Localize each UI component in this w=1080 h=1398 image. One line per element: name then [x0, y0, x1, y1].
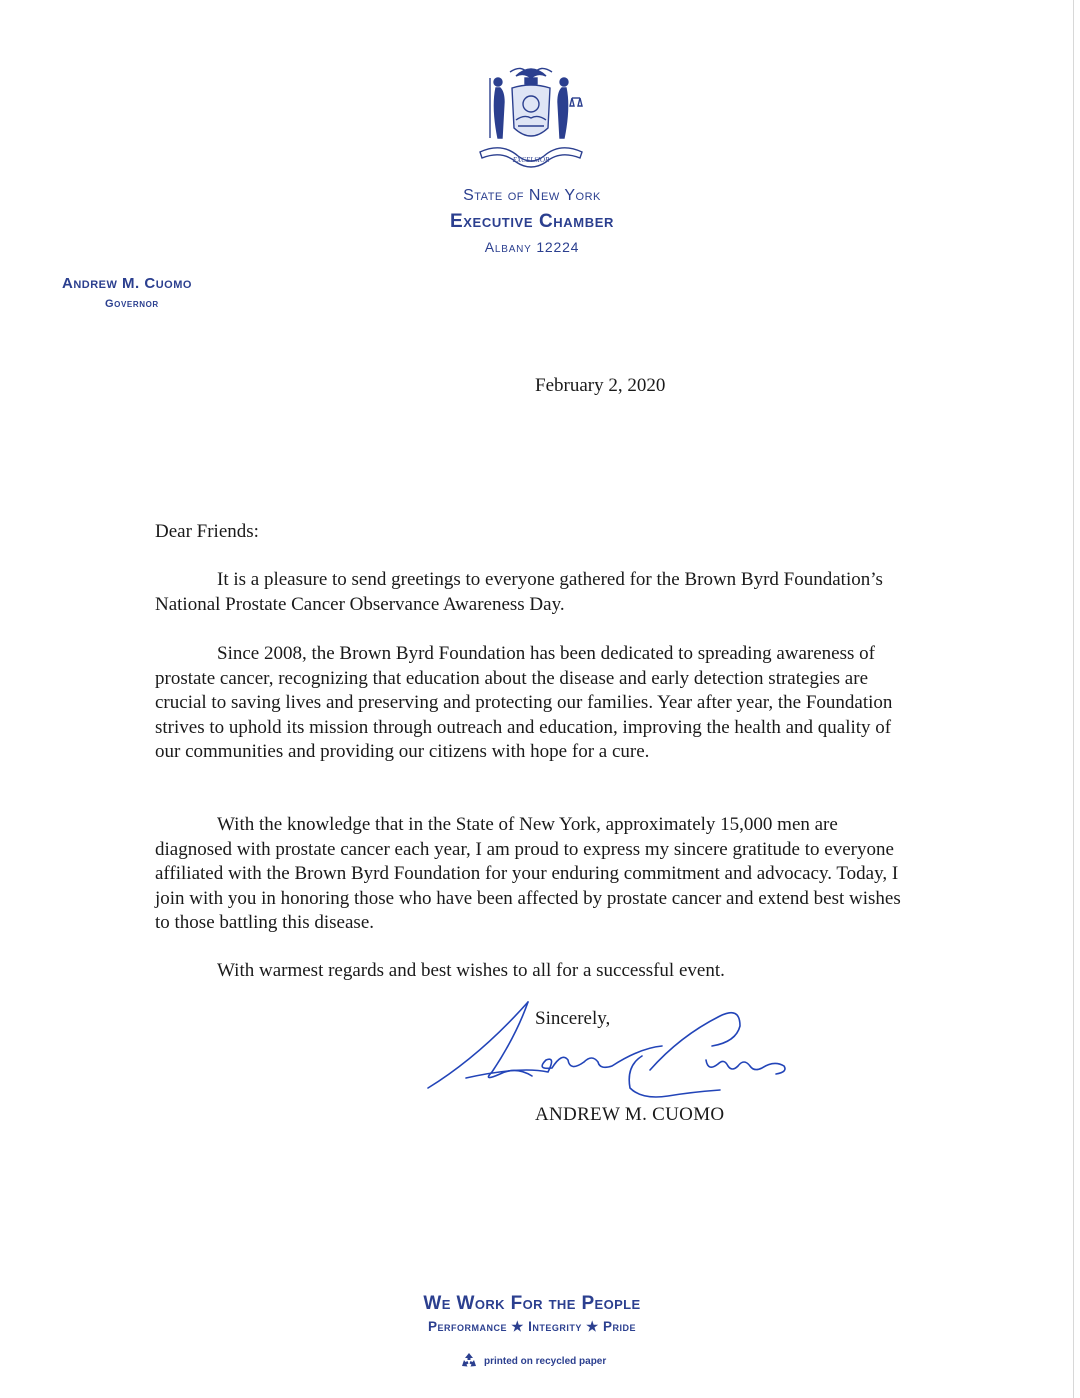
paragraph-regards: With warmest regards and best wishes to all for a successful event.	[217, 960, 725, 981]
letter-date: February 2, 2020	[535, 375, 666, 396]
salutation: Dear Friends:	[155, 521, 259, 542]
signature-icon	[420, 996, 800, 1112]
footer-values: Performance ★ Integrity ★ Pride	[428, 1319, 636, 1334]
letterhead-state: State of New York	[463, 187, 601, 204]
paragraph-foundation-mission: Since 2008, the Brown Byrd Foundation has been dedicated to spreading awareness of prostate cancer, recognizing that education about the disease and early detection strategies are crucial to saving lives and preserving and protecting our families. Year after year, the Foundation strives to uphold its mission through outreach and education, improving the health and quality of our communities and providing our citizens with hope for a cure.	[155, 643, 893, 762]
governor-title: Governor	[105, 298, 159, 310]
letterhead-chamber: Executive Chamber	[450, 211, 614, 232]
signer-name: ANDREW M. CUOMO	[535, 1104, 725, 1125]
recycled-paper-note	[460, 1352, 606, 1370]
letterhead-city: Albany 12224	[484, 239, 580, 255]
footer-motto: We Work For the People	[423, 1293, 641, 1314]
recycle-icon	[460, 1352, 478, 1370]
seal-motto: EXCELSIOR	[512, 156, 550, 164]
governor-name: Andrew M. Cuomo	[62, 275, 192, 292]
new-york-state-seal-icon	[472, 58, 590, 174]
recycled-paper-text: printed on recycled paper	[484, 1355, 607, 1367]
closing: Sincerely,	[535, 1008, 611, 1029]
paragraph-greeting: It is a pleasure to send greetings to everyone gathered for the Brown Byrd Foundation’s National Prostate Cancer Observance Awareness Day.	[155, 569, 883, 615]
page-edge	[1073, 0, 1074, 1398]
paragraph-gratitude: With the knowledge that in the State of New York, approximately 15,000 men are diagnosed with prostate cancer each year, I am proud to express my sincere gratitude to everyone affiliated with the Brown Byrd Foundation for your enduring commitment and advocacy. Today, I join with you in honoring those who have been affected by prostate cancer and extend best wishes to those battling this disease.	[155, 814, 901, 933]
